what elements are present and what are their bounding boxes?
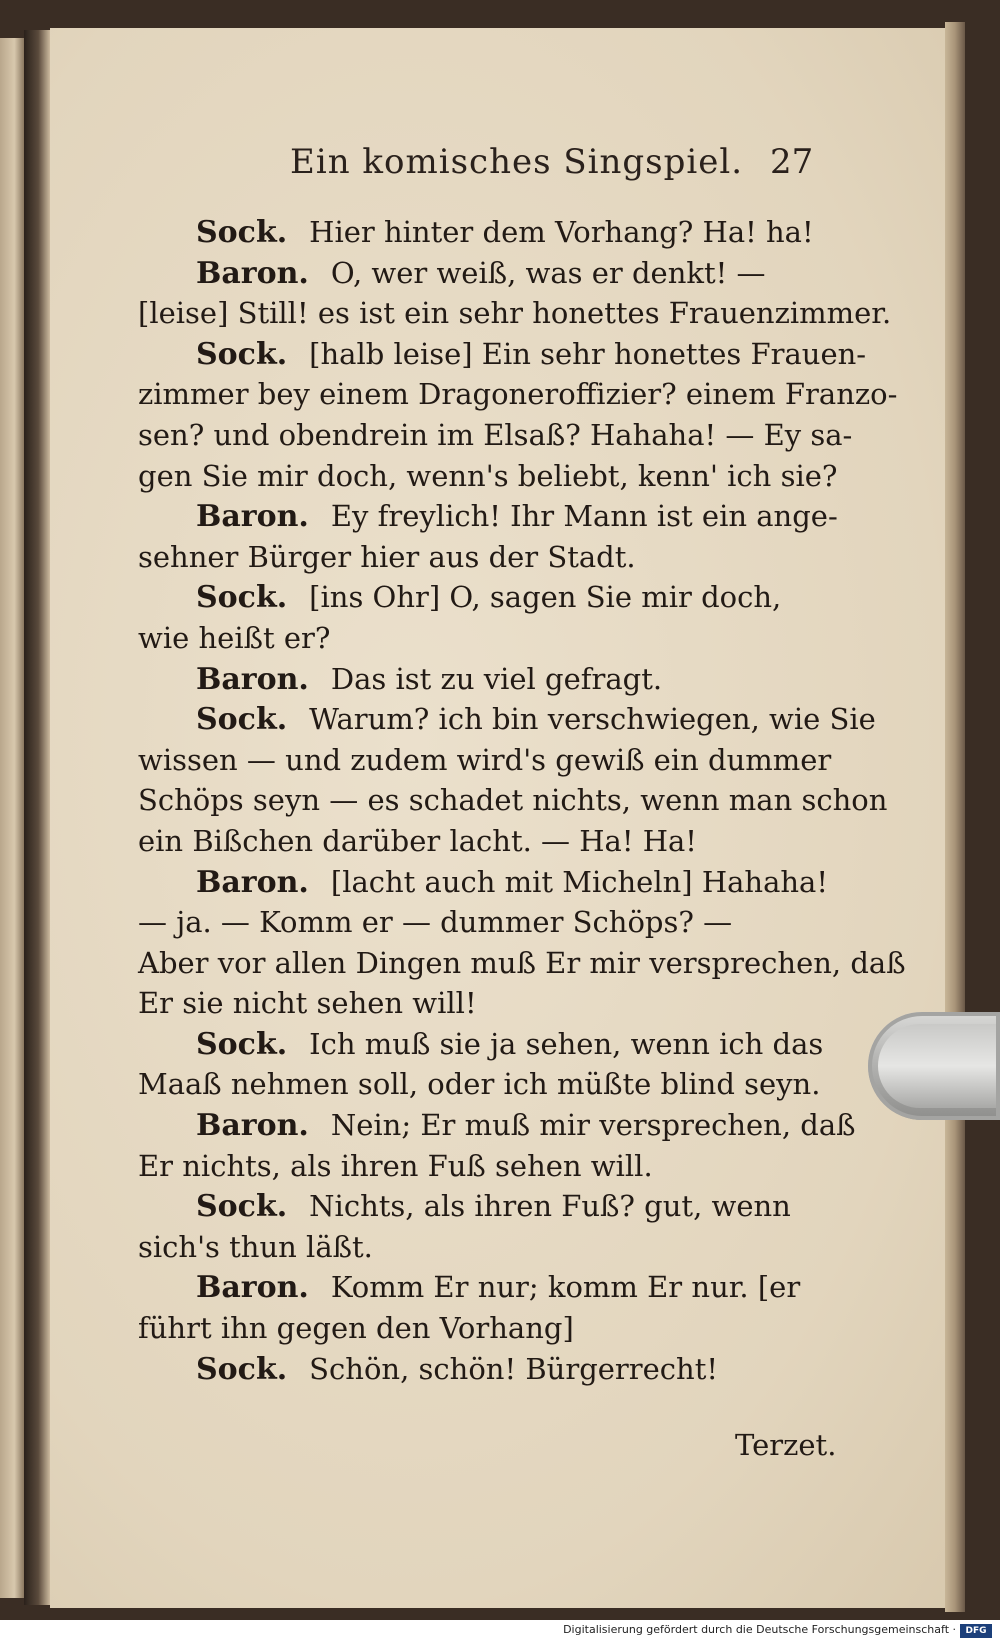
line-text: gen Sie mir doch, wenn's beliebt, kenn' ich sie? xyxy=(138,458,838,493)
text-line xyxy=(138,415,853,456)
line-text: Hier hinter dem Vorhang? Ha! ha! xyxy=(309,215,814,249)
speaker-name: Sock. xyxy=(196,1351,288,1387)
line-text: [halb leise] Ein sehr honettes Frauen- xyxy=(309,336,867,371)
text-line xyxy=(138,334,867,375)
text-line xyxy=(138,1227,813,1268)
speaker-name: Sock. xyxy=(196,336,288,372)
text-line xyxy=(138,1349,813,1390)
text-line xyxy=(138,1105,856,1146)
text-line xyxy=(138,456,838,497)
line-text: Ich muß sie ja sehen, wenn ich das xyxy=(309,1026,824,1061)
line-text: Ey freylich! Ihr Mann ist ein ange- xyxy=(330,499,838,534)
line-text: sehner Bürger hier aus der Stadt. xyxy=(138,539,636,574)
speaker-name: Sock. xyxy=(196,215,288,250)
line-text: führt ihn gegen den Vorhang] xyxy=(138,1311,574,1346)
text-line xyxy=(138,1064,821,1105)
text-line xyxy=(138,902,813,943)
text-line xyxy=(138,1308,813,1349)
line-text: Warum? ich bin verschwiegen, wie Sie xyxy=(309,702,876,737)
line-text: Schöps seyn — es schadet nichts, wenn man schon xyxy=(138,783,888,818)
line-text: zimmer bey einem Dragoneroffizier? einem Franzo- xyxy=(138,377,898,412)
text-line xyxy=(138,496,838,537)
text-line xyxy=(138,740,832,781)
text-line xyxy=(138,537,813,578)
line-text: wissen — und zudem wird's gewiß ein dummer xyxy=(138,742,832,777)
line-text: Er sie nicht sehen will! xyxy=(138,986,477,1021)
line-text: Maaß nehmen soll, oder ich müßte blind seyn. xyxy=(138,1067,821,1102)
page-clip-highlight xyxy=(878,1024,996,1108)
text-line xyxy=(138,659,813,700)
running-title: Ein komisches Singspiel. xyxy=(290,142,744,182)
line-text: Er nichts, als ihren Fuß sehen will. xyxy=(138,1148,653,1183)
text-line xyxy=(138,212,813,253)
line-text: Schön, schön! Bürgerrecht! xyxy=(309,1351,719,1386)
text-line xyxy=(138,821,813,862)
speaker-name: Sock. xyxy=(196,580,288,616)
text-line xyxy=(138,1146,813,1187)
speaker-name: Baron. xyxy=(196,255,309,291)
text-line xyxy=(138,862,828,903)
text-line xyxy=(138,618,813,659)
catch-word: Terzet. xyxy=(735,1428,837,1462)
text-line xyxy=(138,374,898,415)
line-text: Aber vor allen Dingen muß Er mir versprechen, daß xyxy=(138,945,906,980)
text-line xyxy=(138,253,813,294)
text-line xyxy=(138,780,888,821)
line-text: Nichts, als ihren Fuß? gut, wenn xyxy=(309,1189,791,1224)
speaker-name: Sock. xyxy=(196,1026,288,1062)
page-stack-edge xyxy=(945,22,965,1612)
line-text: [ins Ohr] O, sagen Sie mir doch, xyxy=(309,580,782,615)
line-text: [lacht auch mit Micheln] Hahaha! xyxy=(330,864,828,899)
page-number: 27 xyxy=(770,142,814,182)
dfg-logo: DFG xyxy=(960,1624,992,1638)
line-text: sich's thun läßt. xyxy=(138,1229,373,1264)
speaker-name: Sock. xyxy=(196,702,288,738)
play-text xyxy=(138,212,906,1389)
line-text: sen? und obendrein im Elsaß? Hahaha! — Ey sa- xyxy=(138,417,853,452)
speaker-name: Sock. xyxy=(196,1189,288,1225)
book-gutter xyxy=(24,30,50,1605)
line-text: Das ist zu viel gefragt. xyxy=(330,661,663,696)
speaker-name: Baron. xyxy=(196,661,309,697)
page-clip xyxy=(868,1012,1000,1120)
line-text: [leise] Still! es ist ein sehr honettes Frauenzimmer. xyxy=(138,296,892,331)
text-line xyxy=(138,1186,813,1227)
funding-note: Digitalisierung gefördert durch die Deutsche Forschungsgemeinschaft · xyxy=(563,1623,956,1636)
text-line xyxy=(138,1024,824,1065)
text-line xyxy=(138,983,813,1024)
speaker-name: Baron. xyxy=(196,1270,309,1306)
text-line xyxy=(138,699,876,740)
text-line xyxy=(138,943,906,984)
speaker-name: Baron. xyxy=(196,499,309,535)
line-text: O, wer weiß, was er denkt! — xyxy=(330,255,766,290)
previous-page-edge xyxy=(0,38,24,1598)
text-line xyxy=(138,577,813,618)
speaker-name: Baron. xyxy=(196,864,309,900)
line-text: wie heißt er? xyxy=(138,620,331,655)
speaker-name: Baron. xyxy=(196,1108,309,1144)
line-text: Nein; Er muß mir versprechen, daß xyxy=(330,1108,856,1143)
line-text: Komm Er nur; komm Er nur. [er xyxy=(330,1270,801,1305)
text-line xyxy=(138,1267,813,1308)
line-text: — ja. — Komm er — dummer Schöps? — xyxy=(138,905,733,940)
text-line xyxy=(138,293,892,334)
line-text: ein Bißchen darüber lacht. — Ha! Ha! xyxy=(138,823,697,858)
